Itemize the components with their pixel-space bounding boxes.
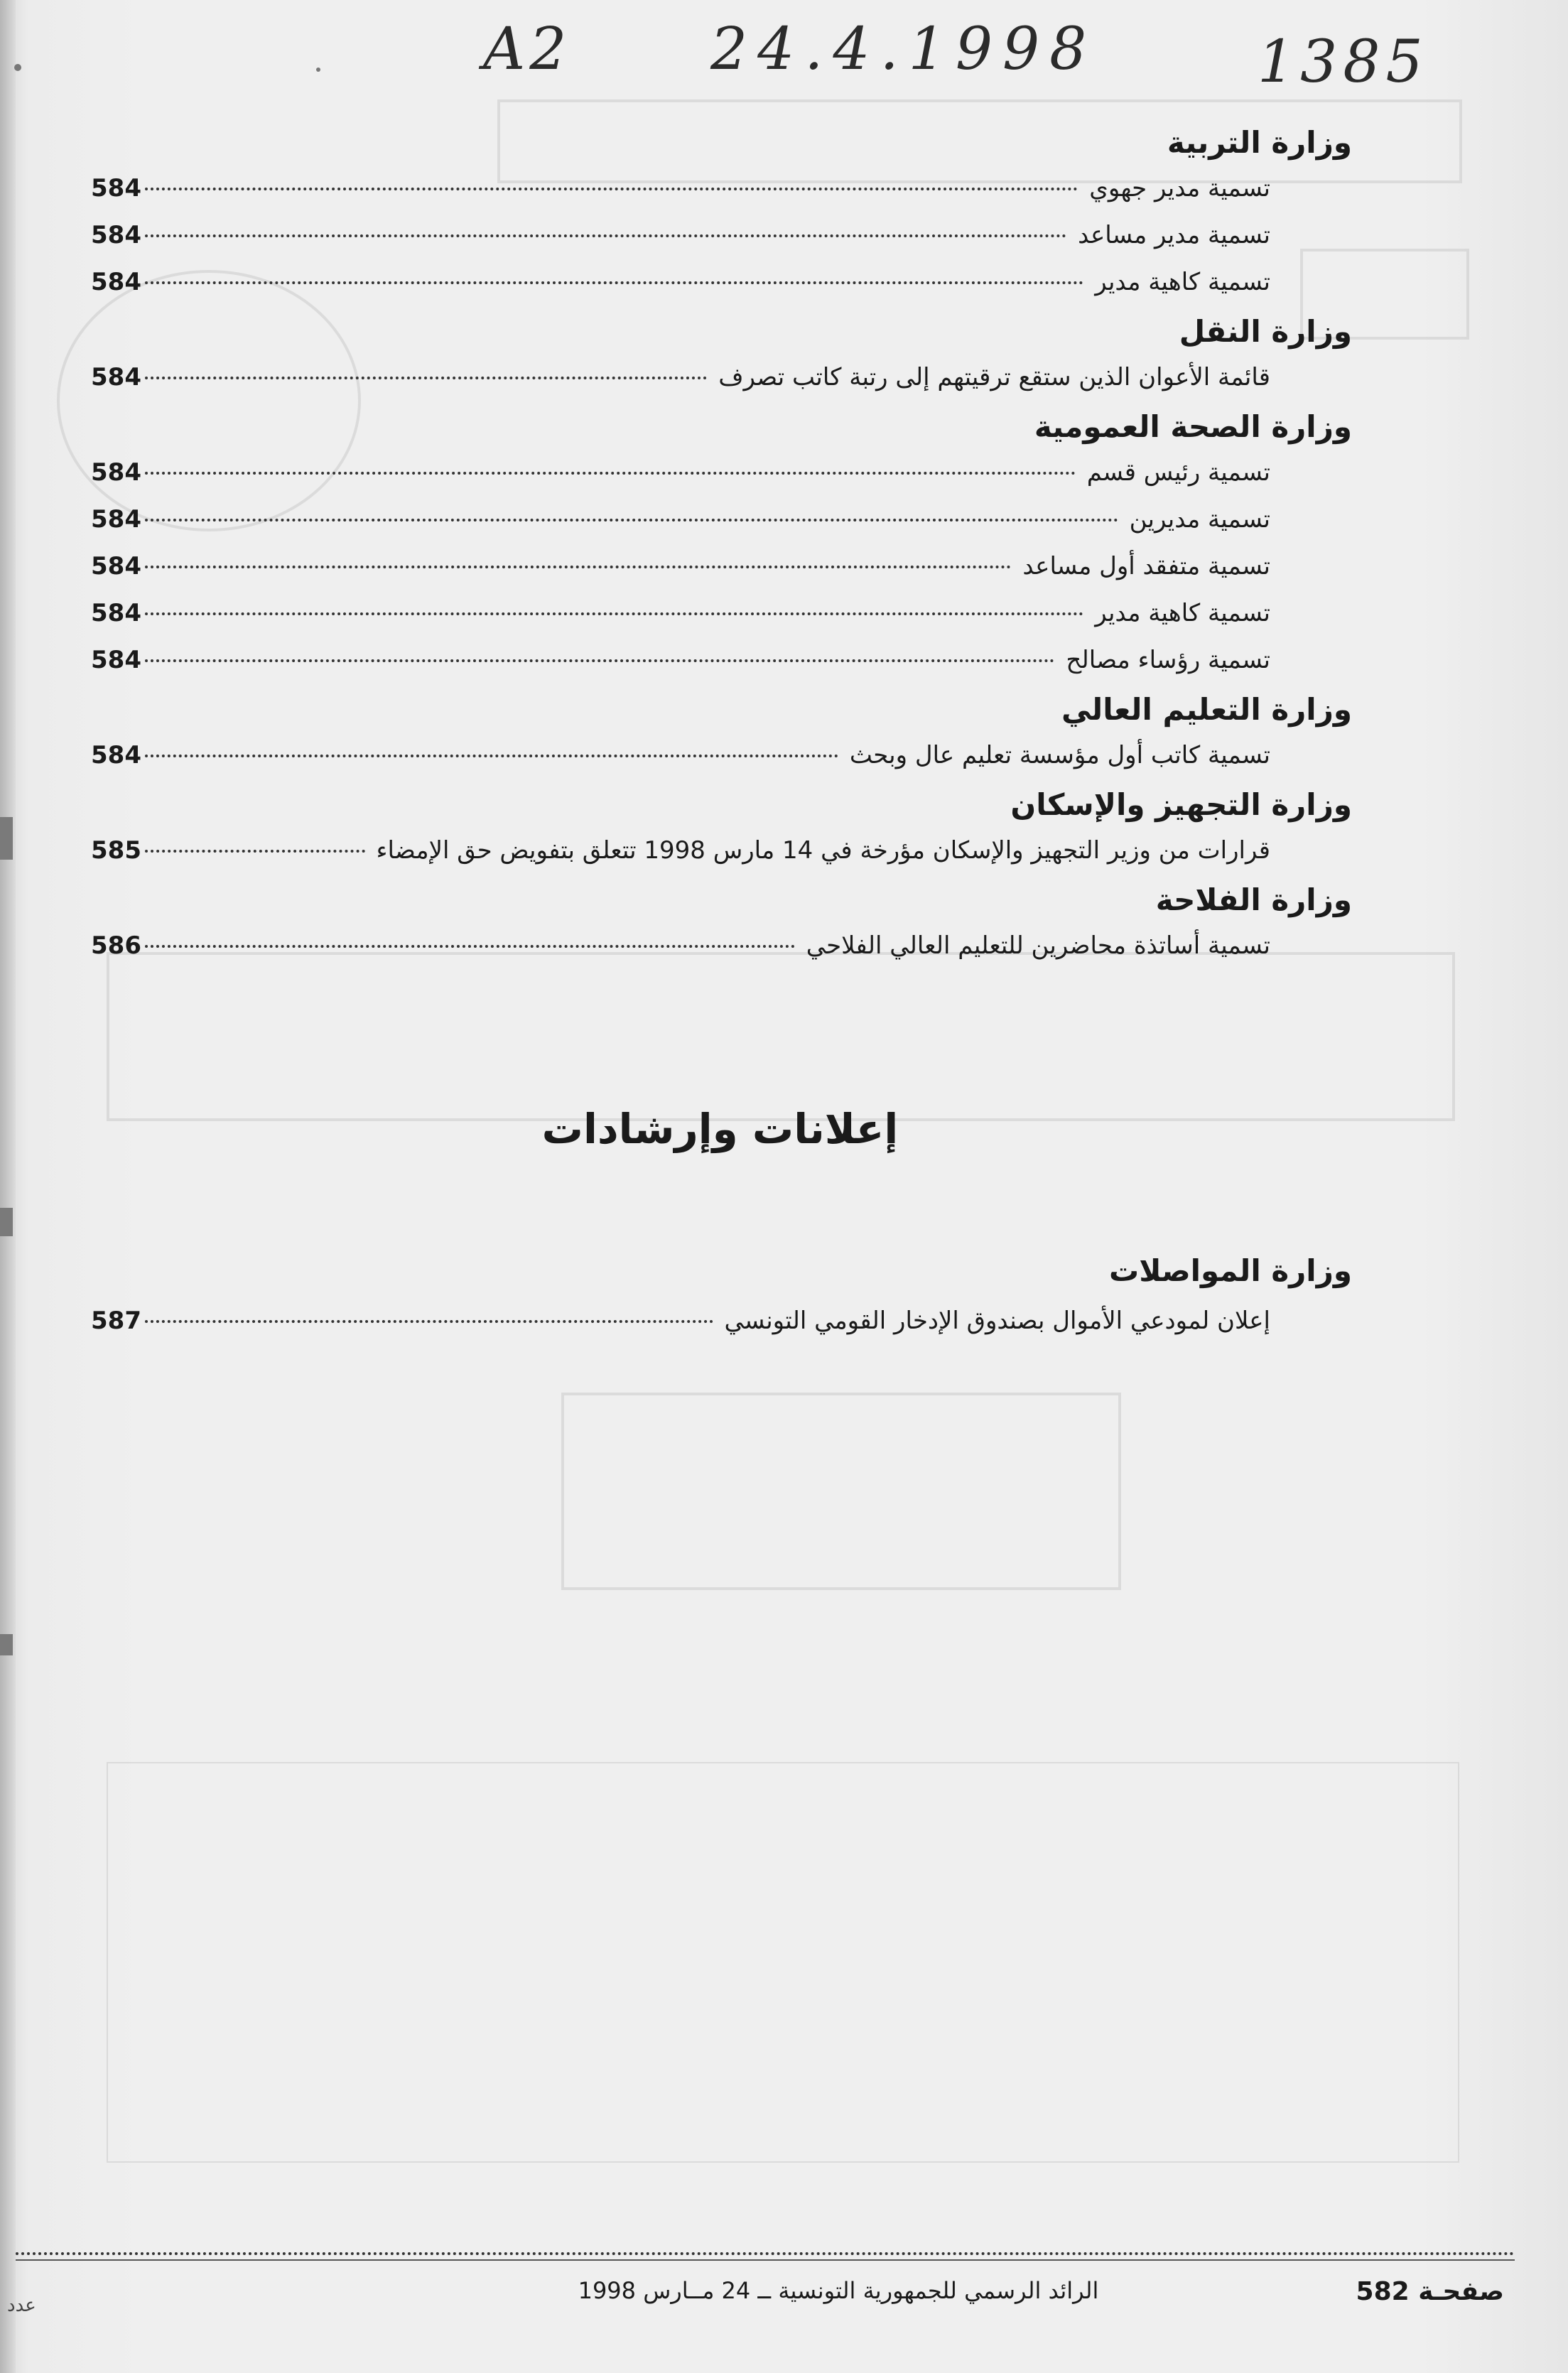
show-through-box (107, 952, 1455, 1121)
toc-entry[interactable] (91, 354, 1270, 401)
entry-page: 584 (91, 174, 141, 202)
entry-page: 584 (91, 741, 141, 769)
entry-title: تسمية مدير مساعد (1078, 221, 1270, 249)
entry-title: تسمية كاهية مدير (1095, 268, 1270, 296)
footer-journal-title: الرائد الرسمي للجمهورية التونسية ــ 24 مــارس 1998 (578, 2277, 1099, 2304)
entry-page: 585 (91, 836, 141, 865)
dot-leader (145, 234, 1066, 237)
toc-entry[interactable] (91, 590, 1270, 637)
dot-leader (145, 281, 1083, 284)
dot-leader (145, 1320, 713, 1323)
entry-page: 586 (91, 931, 141, 960)
footer-left-fragment: عدد (7, 2295, 36, 2316)
handwritten-number: 1385 (1258, 28, 1429, 96)
toc-section (91, 405, 1352, 683)
toc-entry[interactable] (91, 449, 1270, 496)
ministry-heading: وزارة التجهيز والإسكان (1010, 787, 1352, 822)
toc-entry[interactable] (91, 165, 1270, 212)
entry-page: 584 (91, 268, 141, 296)
toc-entry[interactable] (91, 732, 1270, 779)
ministry-heading: وزارة الصحة العمومية (1034, 409, 1352, 444)
handwritten-ref: A2 (483, 16, 571, 83)
toc-entry[interactable] (91, 259, 1270, 306)
toc-entry[interactable] (91, 827, 1270, 874)
handwritten-date: 24.4.1998 (710, 16, 1097, 83)
entry-title: تسمية مدير جهوي (1089, 174, 1270, 202)
entry-page: 584 (91, 552, 141, 580)
ministry-heading: وزارة التربية (1167, 125, 1352, 160)
footer-rule (16, 2259, 1515, 2261)
toc-entry[interactable] (91, 212, 1270, 259)
entry-title: تسمية رئيس قسم (1086, 458, 1270, 487)
dot-leader (145, 472, 1076, 475)
entry-page: 584 (91, 363, 141, 391)
entry-page: 584 (91, 505, 141, 534)
dot-leader (145, 377, 707, 379)
footer-page-number: صفحـة 582 (1356, 2277, 1504, 2306)
ministry-heading: وزارة المواصلات (1108, 1253, 1352, 1288)
show-through-box (561, 1393, 1121, 1590)
toc-entry[interactable] (91, 496, 1270, 543)
entry-page: 584 (91, 221, 141, 249)
dot-leader (145, 755, 838, 757)
entry-page: 587 (91, 1307, 141, 1335)
dot-leader (145, 945, 795, 948)
toc-section (91, 783, 1352, 874)
show-through-box (107, 1762, 1459, 2163)
toc-section (91, 878, 1352, 969)
announcements-section (91, 1249, 1352, 1344)
announcements-heading (0, 1105, 1568, 1153)
toc-entry[interactable] (91, 637, 1270, 683)
entry-page: 584 (91, 646, 141, 674)
entry-title: تسمية مديرين (1129, 505, 1270, 534)
binding-mark (0, 1634, 13, 1655)
entry-title: تسمية متفقد أول مساعد (1022, 552, 1270, 580)
entry-title: تسمية كاتب أول مؤسسة تعليم عال وبحث (849, 741, 1270, 769)
entry-title: تسمية كاهية مدير (1095, 599, 1270, 627)
punch-hole (14, 64, 21, 71)
page-binding-edge (0, 0, 16, 2373)
binding-mark (0, 1208, 13, 1236)
toc-section (91, 121, 1352, 306)
toc-section (91, 688, 1352, 779)
entry-title: قائمة الأعوان الذين ستقع ترقيتهم إلى رتبة كاتب تصرف (718, 363, 1270, 391)
entry-page: 584 (91, 458, 141, 487)
entry-title: قرارات من وزير التجهيز والإسكان مؤرخة في 14 مارس 1998 تتعلق بتفويض حق الإمضاء (376, 836, 1270, 865)
footer-dotted-rule (16, 2252, 1515, 2255)
announcements-heading-text: إعلانات وإرشادات (541, 1105, 899, 1153)
binding-mark (0, 817, 13, 860)
toc-entry[interactable] (91, 1297, 1270, 1344)
dot-leader (145, 850, 365, 853)
toc-section (91, 310, 1352, 401)
ministry-heading: وزارة الفلاحة (1155, 882, 1352, 917)
toc-entry[interactable] (91, 922, 1270, 969)
entry-page: 584 (91, 599, 141, 627)
dot-leader (145, 188, 1078, 190)
entry-title: إعلان لمودعي الأموال بصندوق الإدخار القومي التونسي (724, 1307, 1270, 1335)
dot-leader (145, 519, 1118, 521)
dot-leader (145, 566, 1011, 568)
ministry-heading: وزارة النقل (1179, 314, 1352, 349)
table-of-contents (91, 121, 1352, 969)
dot-leader (145, 612, 1083, 615)
ministry-heading: وزارة التعليم العالي (1061, 692, 1352, 727)
toc-entry[interactable] (91, 543, 1270, 590)
entry-title: تسمية أساتذة محاضرين للتعليم العالي الفلاحي (806, 931, 1270, 960)
entry-title: تسمية رؤساء مصالح (1066, 646, 1270, 674)
speck (316, 67, 320, 72)
dot-leader (145, 659, 1054, 662)
